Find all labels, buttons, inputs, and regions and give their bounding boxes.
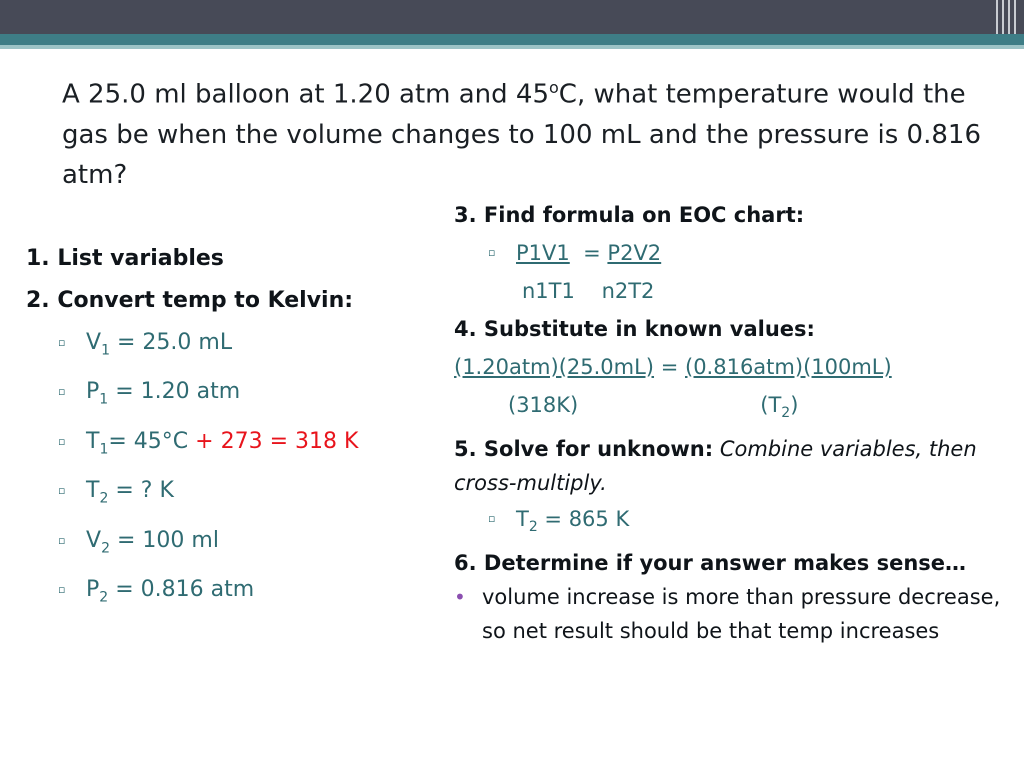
- substitution-numerator: (1.20atm)(25.0mL) = (0.816atm)(100mL): [454, 355, 892, 379]
- step-substitute: 4. Substitute in known values:: [454, 317, 815, 341]
- square-bullet-icon: ▫: [58, 434, 66, 448]
- variable-v2: ▫ $V_2 = 100$ ml: [26, 520, 426, 569]
- degree-superscript: o: [549, 78, 559, 97]
- step-solve: 5. Solve for unknown: Combine variables, then cross-multiply.: [454, 437, 977, 496]
- right-column: [454, 196, 1019, 648]
- square-bullet-icon: ▫: [488, 246, 496, 259]
- square-bullet-icon: ▫: [58, 533, 66, 547]
- square-bullet-icon: ▫: [58, 385, 66, 399]
- substitution-denominator: (318K) $(T_2)$: [508, 393, 799, 422]
- variable-t2: ▫ $T_2$ = ? K: [26, 470, 426, 519]
- reasoning-note: • volume increase is more than pressure decrease, so net result should be that temp increases: [454, 580, 1019, 648]
- left-column: [26, 238, 426, 618]
- variable-v1: ▫ $V_1 = 25.0$ mL: [26, 322, 426, 371]
- square-bullet-icon: ▫: [58, 582, 66, 596]
- square-bullet-icon: ▫: [58, 484, 66, 498]
- accent-bar-light: [0, 45, 1024, 49]
- step-list-variables: 1. List variables: [26, 246, 224, 271]
- header-bar: [0, 0, 1024, 34]
- accent-bar: [0, 34, 1024, 45]
- step-find-formula: 3. Find formula on EOC chart:: [454, 203, 805, 227]
- round-bullet-icon: •: [454, 585, 466, 610]
- step-convert-temp: 2. Convert temp to Kelvin:: [26, 288, 354, 313]
- kelvin-conversion: + 273 = 318 K: [188, 428, 359, 454]
- formula-numerator: ▫ P1V1 = P2V2: [454, 234, 1019, 272]
- step-determine: 6. Determine if your answer makes sense…: [454, 551, 967, 576]
- variable-p1: ▫ $P_1 = 1.20$ atm: [26, 371, 426, 420]
- square-bullet-icon: ▫: [58, 336, 66, 349]
- variable-p2: ▫ $P_2 = 0.816$ atm: [26, 569, 426, 618]
- variable-t1: ▫ $T_1= 45^\circ C + 273 = 318$ K: [26, 421, 426, 470]
- answer-t2: ▫ $T_2 = 865$ K: [454, 500, 1019, 546]
- formula-denominator: n1T1 n2T2: [522, 279, 655, 303]
- decorative-stripes: [996, 0, 1018, 34]
- square-bullet-icon: ▫: [488, 512, 496, 526]
- slide-title: A 25.0 ml balloon at 1.20 atm and 45$^o$C, what temperature would the gas be when the volume changes to 100 mL and the pressure is 0.816 atm?: [62, 78, 981, 190]
